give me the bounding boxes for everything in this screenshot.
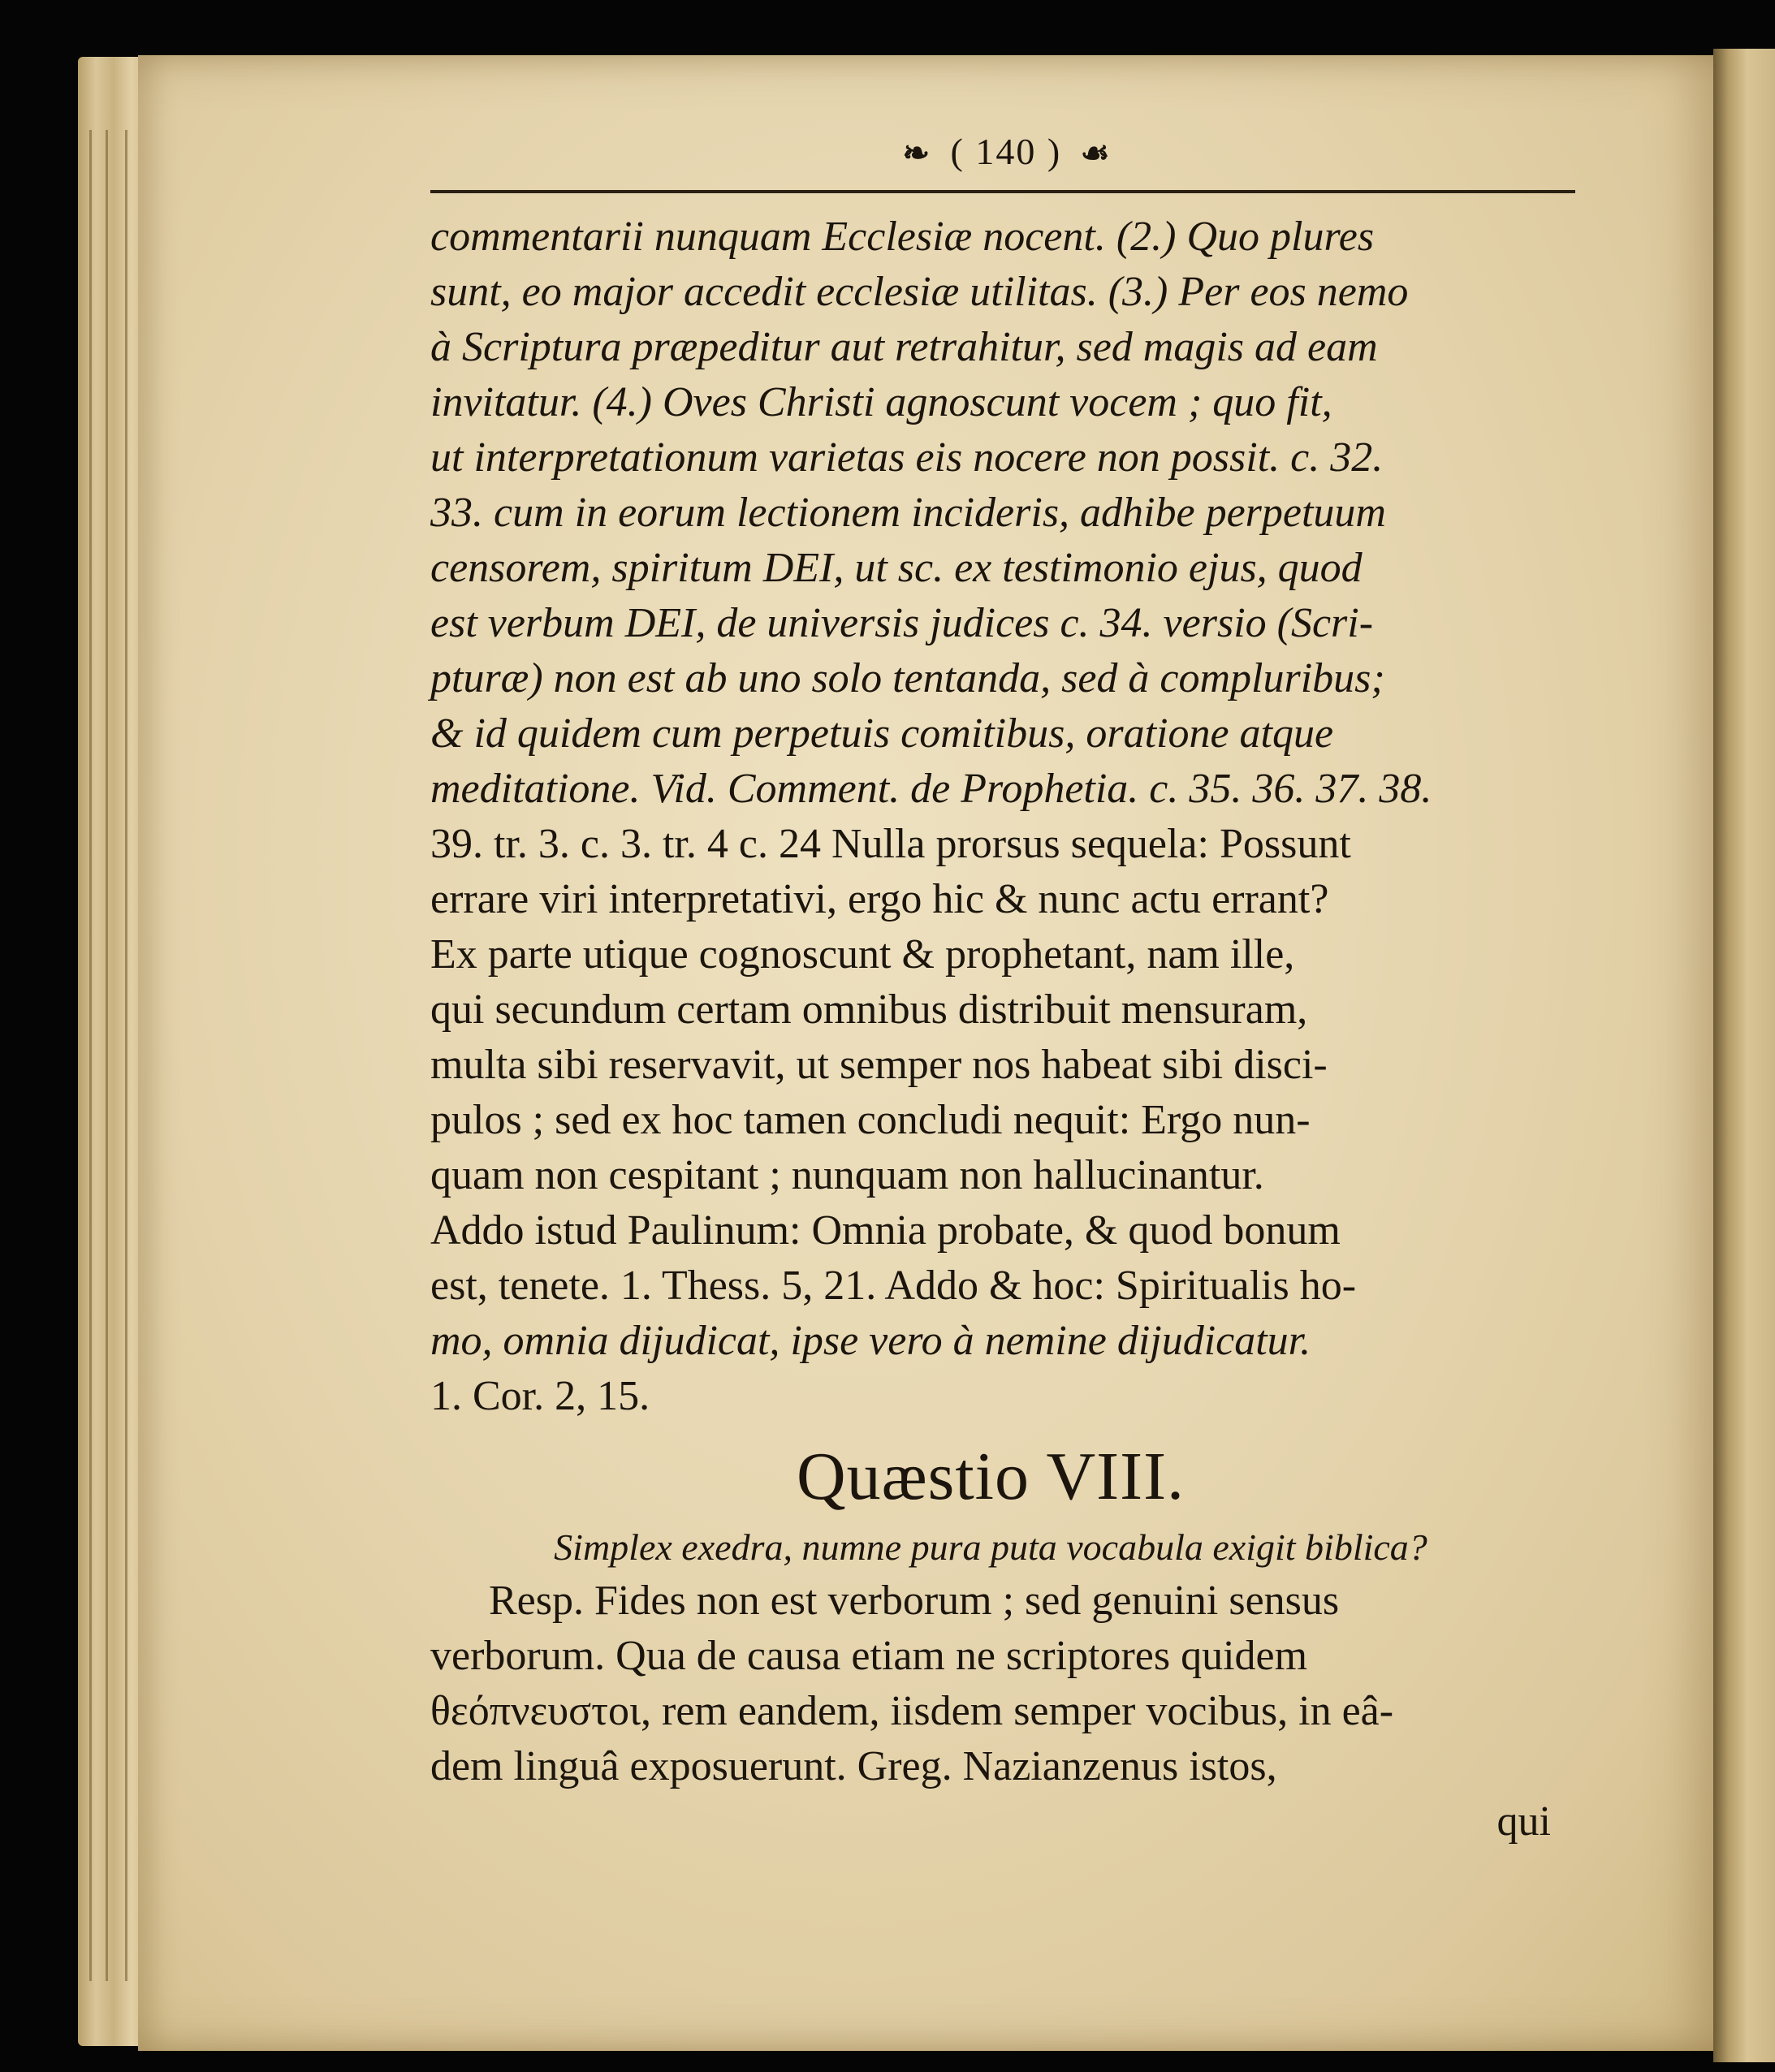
text-line: 39. tr. 3. c. 3. tr. 4 c. 24 Nulla prorsus sequela: Possunt: [430, 821, 1351, 867]
text-line: 1. Cor. 2, 15.: [430, 1373, 650, 1419]
page-edge-line: [106, 130, 108, 1981]
body-line: dem linguâ exposuerunt. Greg. Nazianzenus istos,: [430, 1743, 1277, 1789]
text-line: ut interpretationum varietas eis nocere non possit. c. 32.: [430, 434, 1384, 481]
text-line: 33. cum in eorum lectionem incideris, adhibe perpetuum: [430, 490, 1386, 536]
header-ornament-right: ☙: [1080, 135, 1112, 171]
text-line: invitatur. (4.) Oves Christi agnoscunt vocem ; quo fit,: [430, 379, 1332, 425]
text-line: pulos ; sed ex hoc tamen concludi nequit: Ergo nun-: [430, 1097, 1311, 1143]
text-line: est verbum DEI, de universis judices c. 34. versio (Scri-: [430, 600, 1374, 646]
body-line: Resp. Fides non est verborum ; sed genuini sensus: [489, 1578, 1340, 1624]
running-header: [430, 130, 1551, 195]
text-line: & id quidem cum perpetuis comitibus, oratione atque: [430, 710, 1334, 757]
body-line: θεόπνευστοι, rem eandem, iisdem semper vocibus, in eâ-: [430, 1688, 1394, 1734]
page-edge-line: [89, 130, 92, 1981]
text-line: errare viri interpretativi, ergo hic & nunc actu errant?: [430, 876, 1329, 922]
text-line: multa sibi reservavit, ut semper nos habeat sibi disci-: [430, 1042, 1328, 1088]
body-line: verborum. Qua de causa etiam ne scriptores quidem: [430, 1633, 1308, 1679]
text-line: qui secundum certam omnibus distribuit mensuram,: [430, 986, 1308, 1033]
text-line: censorem, spiritum DEI, ut sc. ex testimonio ejus, quod: [430, 545, 1363, 591]
header-ornament-left: ❧: [902, 135, 931, 171]
text-line: à Scriptura præpeditur aut retrahitur, sed magis ad eam: [430, 324, 1378, 370]
page-edge-line: [125, 130, 127, 1981]
page-text: [430, 130, 1551, 1850]
text-line: commentarii nunquam Ecclesiæ nocent. (2.) Quo plures: [430, 214, 1375, 260]
header-rule: [430, 190, 1575, 193]
text-line: pturæ) non est ab uno solo tentanda, sed à compluribus;: [430, 655, 1385, 701]
text-line: Ex parte utique cognoscunt & prophetant, nam ille,: [430, 931, 1295, 978]
section-title: Quæstio VIII.: [796, 1439, 1185, 1514]
text-line: Addo istud Paulinum: Omnia probate, & quod bonum: [430, 1207, 1341, 1254]
page-number: ( 140 ): [950, 131, 1062, 172]
text-line: quam non cespitant ; nunquam non hallucinantur.: [430, 1152, 1264, 1198]
book-gutter: [1713, 49, 1775, 2062]
text-line: sunt, eo major accedit ecclesiæ utilitas. (3.) Per eos nemo: [430, 269, 1409, 315]
catchword: qui: [1496, 1798, 1551, 1845]
section-subtitle: Simplex exedra, numne pura puta vocabula exigit biblica?: [554, 1526, 1427, 1568]
text-line: est, tenete. 1. Thess. 5, 21. Addo & hoc: Spiritualis ho-: [430, 1263, 1357, 1309]
text-line: meditatione. Vid. Comment. de Prophetia. c. 35. 36. 37. 38.: [430, 766, 1432, 812]
text-line: mo, omnia dijudicat, ipse vero à nemine dijudicatur.: [430, 1318, 1311, 1364]
